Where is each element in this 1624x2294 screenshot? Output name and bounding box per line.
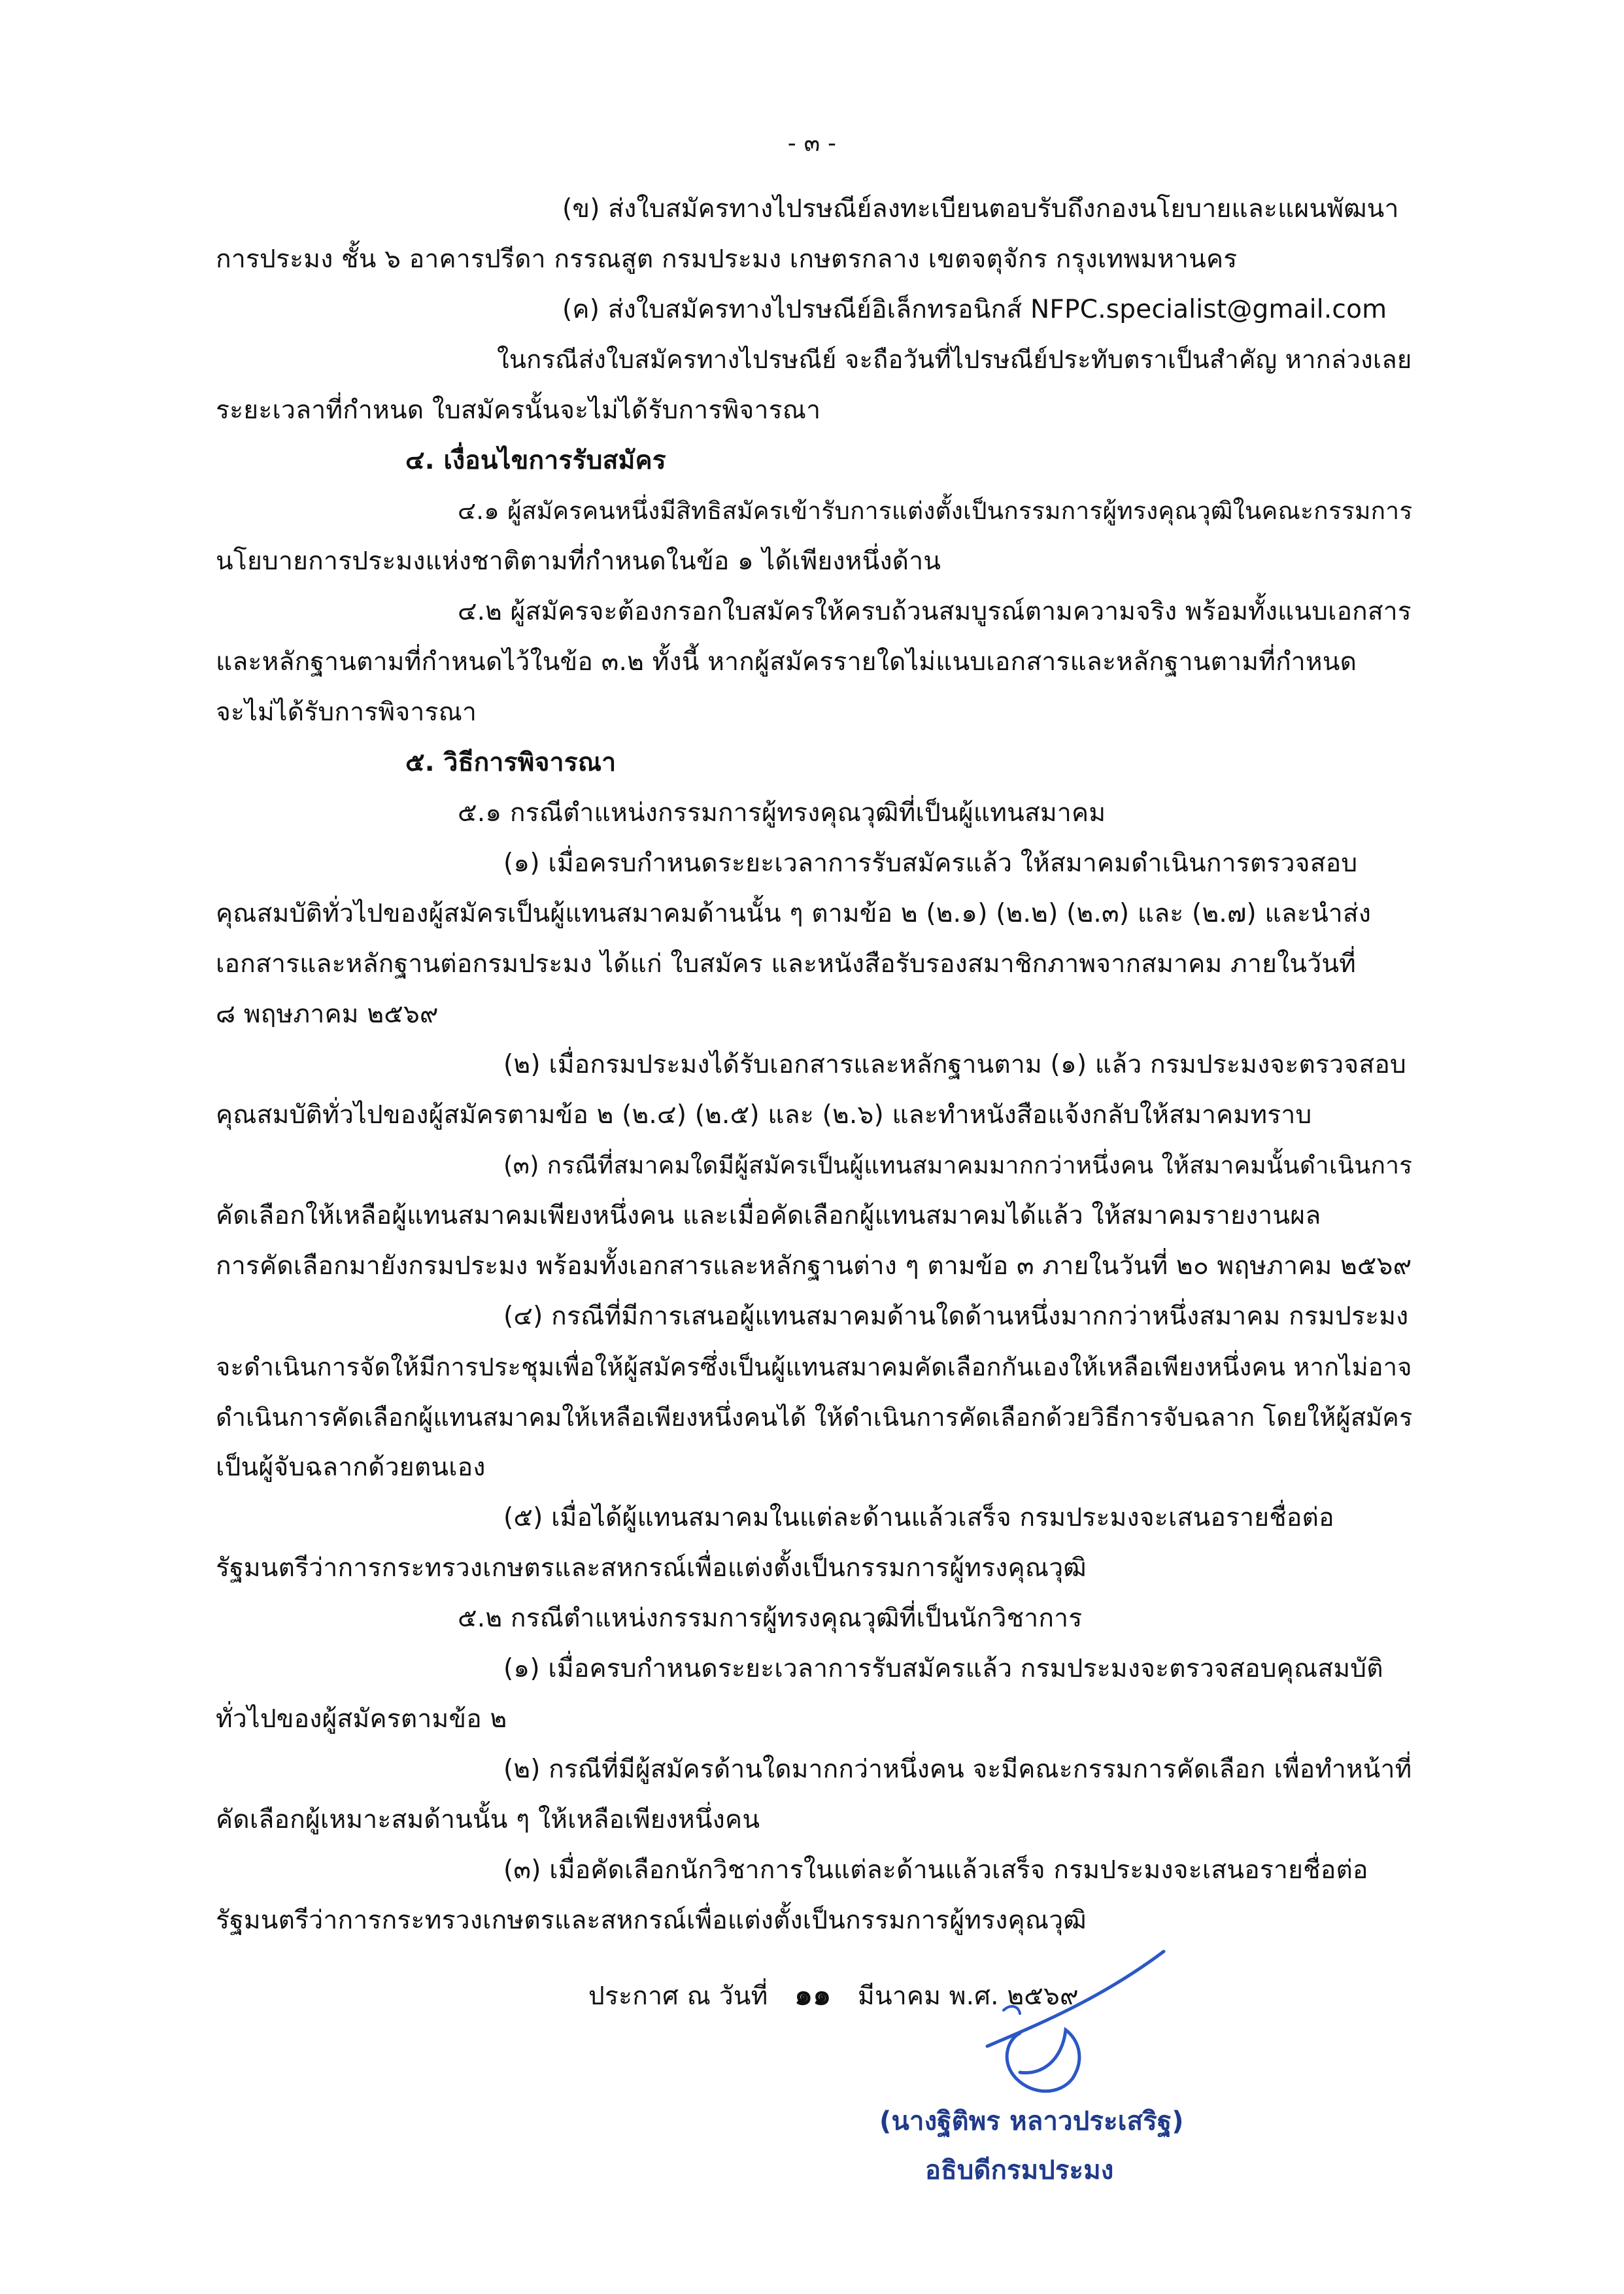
paragraph-line: รัฐมนตรีว่าการกระทรวงเกษตรและสหกรณ์เพื่อแต่งตั้งเป็นกรรมการผู้ทรงคุณวุฒิ — [216, 1906, 1087, 1935]
paragraph-line: (๓) กรณีที่สมาคมใดมีผู้สมัครเป็นผู้แทนสมาคมมากกว่าหนึ่งคน ให้สมาคมนั้นดำเนินการ — [503, 1151, 1413, 1179]
page-number: - ๓ - — [787, 130, 837, 157]
paragraph-line: (ข) ส่งใบสมัครทางไปรษณีย์ลงทะเบียนตอบรับถึงกองนโยบายและแผนพัฒนา — [562, 194, 1399, 224]
paragraph-line: ๔.๑ ผู้สมัครคนหนึ่งมีสิทธิสมัครเข้ารับการแต่งตั้งเป็นกรรมการผู้ทรงคุณวุฒิในคณะกรรมการ — [458, 497, 1413, 525]
paragraph-line: และหลักฐานตามที่กำหนดไว้ในข้อ ๓.๒ ทั้งนี้ หากผู้สมัครรายใดไม่แนบเอกสารและหลักฐานตามที่กำหนด — [216, 647, 1357, 677]
paragraph-line: จะไม่ได้รับการพิจารณา — [216, 698, 477, 727]
paragraph-line: (๓) เมื่อคัดเลือกนักวิชาการในแต่ละด้านแล้วเสร็จ กรมประมงจะเสนอรายชื่อต่อ — [503, 1855, 1368, 1885]
paragraph-line: (๒) กรณีที่มีผู้สมัครด้านใดมากกว่าหนึ่งคน จะมีคณะกรรมการคัดเลือก เพื่อทำหน้าที่ — [503, 1755, 1412, 1784]
paragraph-line: คัดเลือกผู้เหมาะสมด้านนั้น ๆ ให้เหลือเพียงหนึ่งคน — [216, 1805, 760, 1834]
paragraph-line: คัดเลือกให้เหลือผู้แทนสมาคมเพียงหนึ่งคน และเมื่อคัดเลือกผู้แทนสมาคมได้แล้ว ให้สมาคมรายงานผล — [216, 1201, 1321, 1230]
section-heading: ๕. วิธีการพิจารณา — [405, 748, 617, 777]
paragraph-line: เป็นผู้จับฉลากด้วยตนเอง — [216, 1453, 486, 1482]
paragraph-line: (ค) ส่งใบสมัครทางไปรษณีย์อิเล็กทรอนิกส์ NFPC.specialist@gmail.com — [562, 295, 1387, 324]
signer-position: อธิบดีกรมประมง — [925, 2155, 1114, 2185]
paragraph-line: (๒) เมื่อกรมประมงได้รับเอกสารและหลักฐานตาม (๑) แล้ว กรมประมงจะตรวจสอบ — [503, 1050, 1406, 1079]
paragraph-line: (๑) เมื่อครบกำหนดระยะเวลาการรับสมัครแล้ว ให้สมาคมดำเนินการตรวจสอบ — [503, 849, 1358, 878]
paragraph-line: จะดำเนินการจัดให้มีการประชุมเพื่อให้ผู้สมัครซึ่งเป็นผู้แทนสมาคมคัดเลือกกันเองให้เหลือเพียงหนึ่งคน หากไม่อาจ — [216, 1353, 1412, 1381]
paragraph-line: การคัดเลือกมายังกรมประมง พร้อมทั้งเอกสารและหลักฐานต่าง ๆ ตามข้อ ๓ ภายในวันที่ ๒๐ พฤษภาคม ๒๕๖๙ — [216, 1251, 1412, 1281]
paragraph-line: คุณสมบัติทั่วไปของผู้สมัครเป็นผู้แทนสมาคมด้านนั้น ๆ ตามข้อ ๒ (๒.๑) (๒.๒) (๒.๓) และ (๒.๗) และนำส่ง — [216, 899, 1372, 928]
subsection-line: ๕.๑ กรณีตำแหน่งกรรมการผู้ทรงคุณวุฒิที่เป็นผู้แทนสมาคม — [458, 798, 1106, 828]
paragraph-line: ในกรณีส่งใบสมัครทางไปรษณีย์ จะถือวันที่ไปรษณีย์ประทับตราเป็นสำคัญ หากล่วงเลย — [497, 346, 1412, 375]
paragraph-line: เอกสารและหลักฐานต่อกรมประมง ได้แก่ ใบสมัคร และหนังสือรับรองสมาชิกภาพจากสมาคม ภายในวันที่ — [216, 949, 1357, 979]
paragraph-line: ๔.๒ ผู้สมัครจะต้องกรอกใบสมัครให้ครบถ้วนสมบูรณ์ตามความจริง พร้อมทั้งแนบเอกสาร — [458, 597, 1412, 626]
paragraph-line: นโยบายการประมงแห่งชาติตามที่กำหนดในข้อ ๑ ได้เพียงหนึ่งด้าน — [216, 547, 941, 576]
section-heading: ๔. เงื่อนไขการรับสมัคร — [405, 446, 666, 475]
subsection-line: ๕.๒ กรณีตำแหน่งกรรมการผู้ทรงคุณวุฒิที่เป็นนักวิชาการ — [458, 1604, 1083, 1633]
paragraph-line: (๔) กรณีที่มีการเสนอผู้แทนสมาคมด้านใดด้านหนึ่งมากกว่าหนึ่งสมาคม กรมประมง — [503, 1302, 1409, 1331]
paragraph-line: ดำเนินการคัดเลือกผู้แทนสมาคมให้เหลือเพียงหนึ่งคนได้ ให้ดำเนินการคัดเลือกด้วยวิธีการจับฉลาก โดยให้ผู้สมัคร — [216, 1403, 1413, 1432]
paragraph-line: รัฐมนตรีว่าการกระทรวงเกษตรและสหกรณ์เพื่อแต่งตั้งเป็นกรรมการผู้ทรงคุณวุฒิ — [216, 1553, 1087, 1583]
paragraph-line: ทั่วไปของผู้สมัครตามข้อ ๒ — [216, 1704, 507, 1734]
announce-suffix: มีนาคม พ.ศ. ๒๕๖๙ — [858, 1982, 1079, 2011]
announce-day: ๑๑ — [794, 1978, 832, 2012]
paragraph-line: คุณสมบัติทั่วไปของผู้สมัครตามข้อ ๒ (๒.๔) (๒.๕) และ (๒.๖) และทำหนังสือแจ้งกลับให้สมาคมทราบ — [216, 1100, 1312, 1130]
paragraph-line: (๕) เมื่อได้ผู้แทนสมาคมในแต่ละด้านแล้วเสร็จ กรมประมงจะเสนอรายชื่อต่อ — [503, 1503, 1334, 1532]
paragraph-line: ๘ พฤษภาคม ๒๕๖๙ — [216, 1000, 439, 1029]
announce-prefix: ประกาศ ณ วันที่ — [588, 1982, 768, 2011]
paragraph-line: (๑) เมื่อครบกำหนดระยะเวลาการรับสมัครแล้ว กรมประมงจะตรวจสอบคุณสมบัติ — [503, 1654, 1383, 1683]
paragraph-line: ระยะเวลาที่กำหนด ใบสมัครนั้นจะไม่ได้รับการพิจารณา — [216, 396, 821, 425]
paragraph-line: การประมง ชั้น ๖ อาคารปรีดา กรรณสูต กรมประมง เกษตรกลาง เขตจตุจักร กรุงเทพมหานคร — [216, 245, 1238, 274]
signer-name: (นางฐิติพร หลาวประเสริฐ) — [879, 2106, 1184, 2136]
